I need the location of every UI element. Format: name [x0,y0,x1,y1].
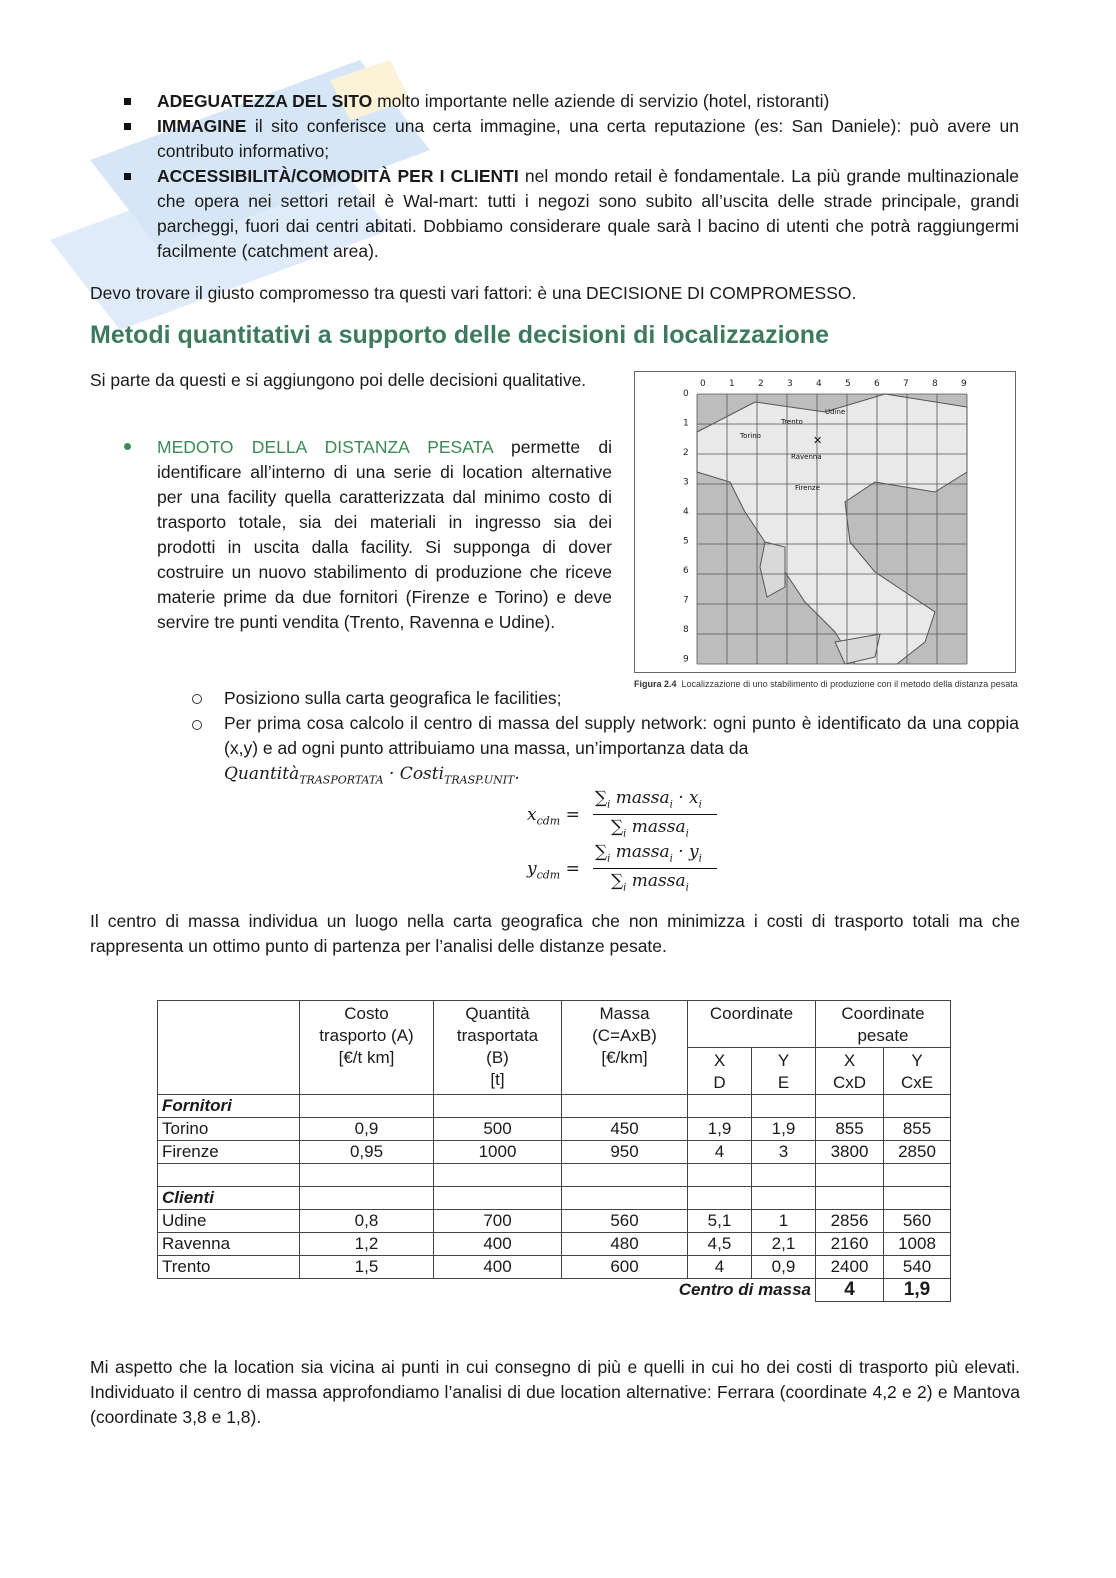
italy-grid-map [634,371,1016,673]
sub-bullet-centro-massa: Per prima cosa calcolo il centro di massa del supply network: ogni punto è identificato da una coppia (x,y) e ad ogni punto attribuiamo una massa, un’importanza data da [224,713,1019,758]
x-tick-label: 4 [816,379,822,389]
table-row: Firenze 0,95 1000 950 4 3 3800 2850 [158,1141,951,1164]
city-label: Torino [740,432,761,440]
y-tick-label: 2 [683,448,689,458]
bullet-marker [124,98,131,105]
x-tick-label: 5 [845,379,851,389]
y-tick-label: 8 [683,625,689,635]
intro-paragraph: Si parte da questi e si aggiungono poi delle decisioni qualitative. [90,370,587,390]
bullet-immagine: IMMAGINE il sito conferisce una certa immagine, una certa reputazione (es: San Daniele): può avere un contributo informativo; [157,116,1019,161]
city-label: Trento [781,418,803,426]
cdm-y: 1,9 [884,1279,951,1302]
method-paragraph: MEDOTO DELLA DISTANZA PESATA permette di identificare all’interno di una serie di location alternative per una facility quella caratterizzata dal minimo costo di trasporto totale, sia dei materiali in ingresso sia dei prodotti in uscita dalla facility. Si supponga di dover costruire un nuovo stabilimento di produzione che riceve materie prime da due fornitori (Firenze e Torino) e deve servire tre punti vendita (Trento, Ravenna e Udine). [157,437,613,632]
formula-inline: Quantità$_{TRASPORTATA}$ · Costi$_{TRASP.UNIT}$. [224,764,520,787]
x-tick-label: 6 [874,379,880,389]
table-row: Ravenna 1,2 400 480 4,5 2,1 2160 1008 [158,1233,951,1256]
fraction-bar [593,868,717,869]
y-tick-label: 0 [683,389,689,399]
x-tick-label: 3 [787,379,793,389]
sub-bullet-posiziono: Posiziono sulla carta geografica le facilities; [224,688,562,708]
section-title: Metodi quantitativi a supporto delle decisioni di localizzazione [90,321,829,349]
bullet-marker [124,173,131,180]
group-label-fornitori: Fornitori [158,1095,300,1118]
header-costo: Costo trasporto (A) [€/t km] [300,1001,434,1095]
y-tick-label: 5 [683,536,689,547]
header-x-d: X D [688,1048,752,1095]
header-y-e: Y E [752,1048,816,1095]
closing-paragraph: Mi aspetto che la location sia vicina ai punti in cui consegno di più e quelli in cui ho dei costi di trasporto più elevati. Individuato il centro di massa approfondiamo l’analisi di due location alternative: Ferrara (coordinate 4,2 e 2) e Mantova (coordinate 3,8 e 1,8). [90,1357,1020,1427]
center-mark-icon: ✕ [813,434,823,447]
y-tick-label: 9 [683,654,689,665]
x-tick-label: 8 [932,379,938,389]
y-tick-label: 3 [683,477,689,488]
bullet-accessibilita: ACCESSIBILITÀ/COMODITÀ PER I CLIENTI nel mondo retail è fondamentale. La più grande multinazionale che opera nei settori retail è Wal-mart: tutti i negozi sono subito all’uscita delle strade principale, grandi parcheggi, fuori dai centri abitati. Dobbiamo considerare quale sarà l bacino di utenti che potrà raggiungermi facilmente (catchment area). [157,166,1019,261]
table-row: Trento 1,5 400 600 4 0,9 2400 540 [158,1256,951,1279]
header-empty [158,1001,300,1095]
city-label: Ravenna [791,453,822,461]
equation-x: $x_{cdm}$ = $\sum_i$ massa$_i$ · $x_i$ $\sum_i$ massa$_i$ [527,788,727,844]
x-tick-label: 0 [700,379,706,389]
x-tick-label: 1 [729,379,735,389]
bullet-marker [124,123,131,130]
header-coordinate-pesate: Coordinate pesate [816,1001,951,1048]
x-tick-label: 7 [903,379,909,389]
bullet-adeguatezza: ADEGUATEZZA DEL SITO molto importante nelle aziende di servizio (hotel, ristoranti) [157,91,830,111]
cdm-x: 4 [816,1279,884,1302]
fraction-bar [593,814,717,815]
group-label-clienti: Clienti [158,1187,300,1210]
header-quantita: Quantità trasportata (B) [t] [434,1001,562,1095]
bullet-marker [124,443,131,450]
y-tick-label: 1 [683,418,689,429]
table-row: Torino 0,9 500 450 1,9 1,9 855 855 [158,1118,951,1141]
header-y-cxe: Y CxE [884,1048,951,1095]
header-coordinate: Coordinate [688,1001,816,1048]
x-tick-label: 2 [758,379,764,389]
map-svg [635,372,1015,672]
table-row: Udine 0,8 700 560 5,1 1 2856 560 [158,1210,951,1233]
x-tick-label: 9 [961,379,967,389]
weighted-distance-table [157,1000,951,1302]
city-label: Firenze [795,484,820,492]
cdm-paragraph: Il centro di massa individua un luogo nella carta geografica che non minimizza i costi di trasporto totali ma che rappresenta un ottimo punto di partenza per l’analisi delle distanze pesate. [90,911,1020,956]
compromise-paragraph: Devo trovare il giusto compromesso tra questi vari fattori: è una DECISIONE DI COMPROMESSO. [90,283,857,303]
y-tick-label: 7 [683,595,689,606]
header-massa: Massa (C=AxB) [€/km] [562,1001,688,1095]
cdm-label: Centro di massa [678,1280,811,1300]
sub-bullet-marker [192,720,202,730]
header-x-cxd: X CxD [816,1048,884,1095]
y-tick-label: 6 [683,566,689,576]
y-tick-label: 4 [683,507,689,517]
city-label: Udine [825,408,846,416]
figure-caption: Figura 2.4 Localizzazione di uno stabilimento di produzione con il metodo della distanza pesata [634,679,1018,689]
equation-y: $y_{cdm}$ = $\sum_i$ massa$_i$ · $y_i$ $\sum_i$ massa$_i$ [527,842,727,898]
sub-bullet-marker [192,694,202,704]
